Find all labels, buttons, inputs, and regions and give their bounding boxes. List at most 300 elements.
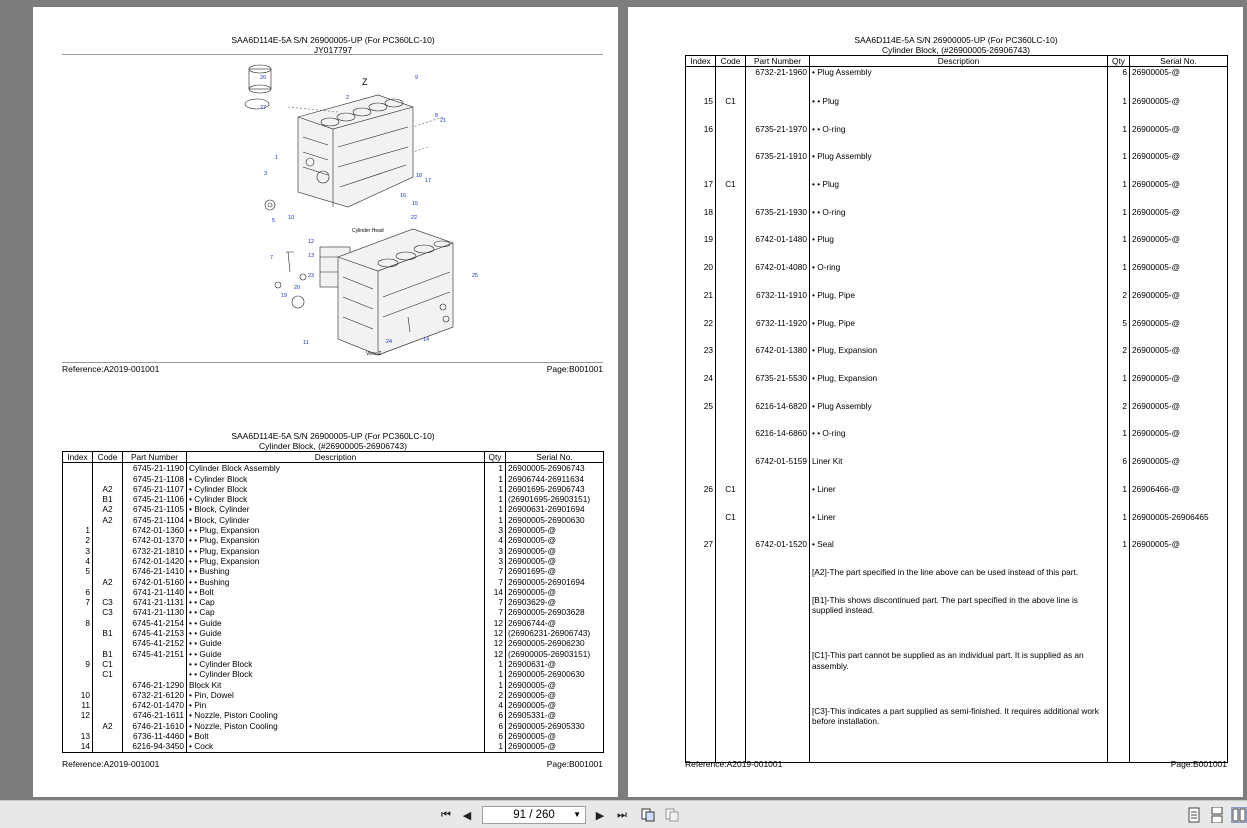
cell-index [63, 494, 93, 504]
cell-qty: 1 [485, 484, 506, 494]
head-label: Cylinder Head [352, 228, 384, 234]
cell-index [63, 721, 93, 731]
cell-serial: 26906744-@ [506, 618, 604, 628]
cell-description: • • Guide [187, 618, 485, 628]
empty-cell [746, 567, 810, 595]
callout-label: 23 [308, 273, 315, 279]
empty-cell [1108, 595, 1130, 650]
diagram-footer-left: Reference:A2019-001001 [62, 364, 160, 374]
cell-part-number [123, 659, 187, 669]
engine-block-diagram [228, 57, 478, 362]
cell-code [716, 373, 746, 401]
cell-qty: 2 [1108, 401, 1130, 429]
note-row [686, 650, 1228, 705]
cell-index: 20 [686, 262, 716, 290]
cell-code: C1 [716, 512, 746, 540]
cell-serial: 26900005-@ [1130, 124, 1228, 152]
cell-qty: 3 [485, 525, 506, 535]
cell-part-number: 6746-21-1610 [123, 721, 187, 731]
cell-qty: 7 [485, 607, 506, 617]
table-row [63, 690, 604, 700]
cell-qty: 7 [485, 566, 506, 576]
table-row [686, 373, 1228, 401]
right-title: SAA6D114E-5A S/N 26900005-UP (For PC360LC-10) [854, 35, 1058, 45]
empty-cell [93, 752, 123, 753]
cell-serial: 26900005-@ [1130, 151, 1228, 179]
cell-serial: 26900005-26900630 [506, 669, 604, 679]
callout-label: 11 [303, 340, 309, 346]
cell-serial: 26900005-@ [1130, 290, 1228, 318]
cell-description: • Plug, Pipe [810, 318, 1108, 346]
cell-part-number: 6735-21-1970 [746, 124, 810, 152]
cell-code [93, 741, 123, 751]
cell-description: • Cylinder Block [187, 484, 485, 494]
cell-index [63, 484, 93, 494]
table-row [686, 290, 1228, 318]
table-row [63, 638, 604, 648]
empty-cell [810, 761, 1108, 762]
cell-part-number: 6745-21-1108 [123, 474, 187, 484]
continuous-view-button[interactable] [1209, 807, 1225, 823]
cell-part-number: 6745-41-2153 [123, 628, 187, 638]
cell-qty: 1 [1108, 124, 1130, 152]
table-row [63, 546, 604, 556]
cell-code [716, 428, 746, 456]
cell-code: B1 [93, 628, 123, 638]
callout-label: 26 [260, 75, 267, 81]
col-qty: Qty [485, 452, 506, 463]
cell-description: • Cylinder Block [187, 474, 485, 484]
empty-cell [716, 706, 746, 761]
cell-index: 13 [63, 731, 93, 741]
empty-cell [1130, 650, 1228, 705]
table-row [63, 721, 604, 731]
cell-qty: 1 [1108, 512, 1130, 540]
cell-description: • Pin, Dowel [187, 690, 485, 700]
cell-part-number: 6745-21-1106 [123, 494, 187, 504]
cell-code [716, 151, 746, 179]
cell-code: C1 [716, 96, 746, 124]
cell-index: 24 [686, 373, 716, 401]
cell-serial: 26903629-@ [506, 597, 604, 607]
cell-index [63, 577, 93, 587]
cell-index [686, 151, 716, 179]
cell-code [93, 710, 123, 720]
cell-serial: 26900005-@ [506, 731, 604, 741]
cell-code: C1 [716, 484, 746, 512]
page-number-select[interactable] [482, 806, 586, 824]
cell-serial: (26901695-26903151) [506, 494, 604, 504]
cell-part-number: 6732-11-1920 [746, 318, 810, 346]
empty-cell [746, 650, 810, 705]
cell-serial: 26900005-@ [1130, 67, 1228, 96]
cell-index: 9 [63, 659, 93, 669]
cell-description: • • Guide [187, 638, 485, 648]
cell-description: • • Plug [810, 96, 1108, 124]
col-description: Description [810, 56, 1108, 67]
compare-view-button[interactable] [664, 807, 680, 823]
cell-description: • Plug, Expansion [810, 345, 1108, 373]
cell-code [93, 556, 123, 566]
cell-qty: 3 [485, 546, 506, 556]
cell-serial: 26900005-@ [1130, 345, 1228, 373]
callout-label: 3 [264, 171, 268, 177]
cell-serial: 26900005-@ [1130, 401, 1228, 429]
cell-qty: 6 [485, 721, 506, 731]
cell-index [686, 512, 716, 540]
cell-serial: 26900005-@ [1130, 428, 1228, 456]
cell-index [63, 628, 93, 638]
callout-label: 13 [308, 253, 315, 259]
cell-part-number: 6746-21-1611 [123, 710, 187, 720]
callout-label: 27 [260, 105, 267, 111]
note-row [686, 595, 1228, 650]
z-mark: Z [362, 77, 368, 87]
table-row [63, 504, 604, 514]
table-row [63, 587, 604, 597]
cell-qty: 3 [485, 556, 506, 566]
cell-code [716, 401, 746, 429]
table-row [63, 680, 604, 690]
cell-code [93, 535, 123, 545]
table-row [63, 463, 604, 474]
cell-index: 10 [63, 690, 93, 700]
cell-index [63, 474, 93, 484]
cell-code [93, 566, 123, 576]
cell-part-number: 6741-21-1130 [123, 607, 187, 617]
table-row [686, 484, 1228, 512]
cell-qty: 12 [485, 618, 506, 628]
cell-qty: 2 [1108, 345, 1130, 373]
empty-cell [1130, 595, 1228, 650]
table-row [63, 659, 604, 669]
callout-label: 17 [425, 178, 432, 184]
next-page-button[interactable] [592, 807, 608, 823]
note-text: [C3]-This indicates a part supplied as semi-finished. It requires additional work before installation. [810, 706, 1108, 761]
left-page [33, 7, 618, 797]
cell-qty: 5 [1108, 318, 1130, 346]
cell-part-number: 6216-94-3450 [123, 741, 187, 751]
empty-cell [63, 752, 93, 753]
col-code: Code [93, 452, 123, 463]
filler-row [63, 752, 604, 753]
cell-description: • Plug [810, 234, 1108, 262]
cell-serial: 26900005-@ [506, 587, 604, 597]
cell-serial: 26900005-@ [506, 690, 604, 700]
cell-serial: 26900005-@ [1130, 539, 1228, 567]
cell-part-number [746, 484, 810, 512]
cell-description: • Nozzle, Piston Cooling [187, 710, 485, 720]
empty-cell [746, 595, 810, 650]
viewer-toolbar [0, 800, 1247, 828]
cell-index [686, 456, 716, 484]
empty-cell [1108, 650, 1130, 705]
cell-description: • • Bolt [187, 587, 485, 597]
cell-serial: 26900005-26906230 [506, 638, 604, 648]
cell-index: 1 [63, 525, 93, 535]
table-row [686, 401, 1228, 429]
cell-serial: 26900005-26906465 [1130, 512, 1228, 540]
table-row [686, 262, 1228, 290]
table-row [63, 535, 604, 545]
cell-index [686, 67, 716, 96]
callout-label: 1 [275, 155, 279, 161]
cell-code [93, 680, 123, 690]
cell-code: C1 [716, 179, 746, 207]
cell-part-number: 6745-21-1105 [123, 504, 187, 514]
cell-part-number: 6741-21-1140 [123, 587, 187, 597]
cell-index: 12 [63, 710, 93, 720]
callout-label: 19 [281, 293, 288, 299]
col-serial: Serial No. [506, 452, 604, 463]
cell-code [93, 618, 123, 628]
cell-part-number: 6742-01-4080 [746, 262, 810, 290]
cell-description: • • Plug, Expansion [187, 525, 485, 535]
cell-part-number: 6742-01-1370 [123, 535, 187, 545]
table-row [686, 207, 1228, 235]
cell-part-number: 6216-14-6820 [746, 401, 810, 429]
diagram-footer-right: Page:B001001 [546, 364, 603, 374]
callout-label: 15 [412, 201, 419, 207]
cell-qty: 7 [485, 597, 506, 607]
callout-label: 14 [423, 337, 430, 343]
cell-code [716, 124, 746, 152]
empty-cell [716, 650, 746, 705]
callout-label: 9 [415, 75, 419, 81]
cell-part-number: 6742-01-1520 [746, 539, 810, 567]
cell-qty: 6 [1108, 67, 1130, 96]
cell-part-number: 6735-21-1930 [746, 207, 810, 235]
cell-serial: 26900005-26905330 [506, 721, 604, 731]
callout-label: 5 [272, 218, 276, 224]
cell-description: • Pin [187, 700, 485, 710]
cell-qty: 1 [485, 474, 506, 484]
cell-index: 27 [686, 539, 716, 567]
view-label: View Z [366, 351, 382, 357]
table-subtitle: Cylinder Block, (#26900005-26906743) [259, 441, 407, 451]
diagram-code: JY017797 [313, 45, 353, 55]
callout-label: 20 [294, 285, 301, 291]
col-qty: Qty [1108, 56, 1130, 67]
cell-qty: 1 [485, 659, 506, 669]
cell-description: • • Plug [810, 179, 1108, 207]
cell-index: 21 [686, 290, 716, 318]
cell-description: • • O-ring [810, 207, 1108, 235]
cell-qty: 12 [485, 638, 506, 648]
cell-qty: 1 [485, 494, 506, 504]
cell-code [716, 262, 746, 290]
cell-code [93, 700, 123, 710]
cell-description: • • Plug, Expansion [187, 535, 485, 545]
cell-part-number: 6732-21-6120 [123, 690, 187, 700]
cell-qty: 1 [1108, 484, 1130, 512]
cell-index [63, 515, 93, 525]
right-header [628, 35, 1247, 55]
cell-part-number: 6742-01-5160 [123, 577, 187, 587]
cell-serial: 26900005-@ [1130, 96, 1228, 124]
cell-serial: 26900005-@ [1130, 262, 1228, 290]
view-icon [664, 807, 680, 823]
cell-qty: 1 [485, 515, 506, 525]
chevron-down-icon: ▼ [573, 810, 581, 819]
table-footer-right: Page:B001001 [546, 759, 603, 769]
cell-serial: 26900005-@ [506, 700, 604, 710]
cell-part-number: 6742-01-1360 [123, 525, 187, 535]
cell-code [93, 690, 123, 700]
table-row [686, 456, 1228, 484]
empty-cell [1108, 567, 1130, 595]
note-text: [A2]-The part specified in the line above can be used instead of this part. [810, 567, 1108, 595]
cell-description: Liner Kit [810, 456, 1108, 484]
cell-description: • Cock [187, 741, 485, 751]
empty-cell [686, 567, 716, 595]
cell-code [716, 345, 746, 373]
empty-cell [1130, 567, 1228, 595]
cell-code [93, 463, 123, 474]
cell-code [93, 474, 123, 484]
cell-serial: 26900005-@ [506, 535, 604, 545]
table-row [63, 577, 604, 587]
table-row [686, 318, 1228, 346]
cell-description: • • Guide [187, 649, 485, 659]
cell-part-number: 6745-41-2154 [123, 618, 187, 628]
cell-description: • • Guide [187, 628, 485, 638]
cell-code [716, 67, 746, 96]
cell-qty: 1 [1108, 373, 1130, 401]
callout-label: 2 [346, 95, 350, 101]
cell-part-number: 6745-41-2151 [123, 649, 187, 659]
cell-serial: 26900631-26901694 [506, 504, 604, 514]
table-row [686, 67, 1228, 96]
cell-index: 5 [63, 566, 93, 576]
cell-part-number [123, 669, 187, 679]
cell-index [63, 607, 93, 617]
table-row [686, 234, 1228, 262]
cell-index: 11 [63, 700, 93, 710]
empty-cell [686, 706, 716, 761]
cell-serial: 26900005-@ [1130, 207, 1228, 235]
callout-label: 18 [416, 173, 423, 179]
cell-index: 14 [63, 741, 93, 751]
cell-part-number: 6746-21-1290 [123, 680, 187, 690]
cell-description: • • Bushing [187, 577, 485, 587]
table-row [686, 96, 1228, 124]
empty-cell [746, 706, 810, 761]
last-page-icon: ⏭ [617, 808, 627, 821]
col-index: Index [686, 56, 716, 67]
cell-description: • Liner [810, 484, 1108, 512]
cell-description: • Bolt [187, 731, 485, 741]
cell-code [93, 638, 123, 648]
table-row [63, 607, 604, 617]
cell-serial: 26900005-@ [506, 525, 604, 535]
cell-description: • Plug, Pipe [810, 290, 1108, 318]
table-row [686, 179, 1228, 207]
two-page-view-button[interactable] [1231, 807, 1247, 823]
empty-cell [716, 567, 746, 595]
cell-serial: 26900005-@ [1130, 373, 1228, 401]
cell-qty: 4 [485, 535, 506, 545]
col-part-number: Part Number [123, 452, 187, 463]
cell-index: 3 [63, 546, 93, 556]
table-title: SAA6D114E-5A S/N 26900005-UP (For PC360LC-10) [231, 431, 435, 441]
header-rule [62, 54, 603, 55]
cell-qty: 1 [1108, 234, 1130, 262]
cell-description: • • O-ring [810, 124, 1108, 152]
cell-index: 6 [63, 587, 93, 597]
cell-description: • • Cap [187, 597, 485, 607]
cell-index: 16 [686, 124, 716, 152]
note-text: [C1]-This part cannot be supplied as an individual part. It is supplied as an assembly. [810, 650, 1108, 705]
cell-description: • Liner [810, 512, 1108, 540]
table-footer-left: Reference:A2019-001001 [62, 759, 160, 769]
col-code: Code [716, 56, 746, 67]
cell-qty: 6 [1108, 456, 1130, 484]
cell-code: C3 [93, 597, 123, 607]
cell-part-number: 6746-21-1410 [123, 566, 187, 576]
cell-description: • Nozzle, Piston Cooling [187, 721, 485, 731]
callout-label: 10 [288, 215, 295, 221]
cell-part-number: 6742-01-5159 [746, 456, 810, 484]
cell-index: 15 [686, 96, 716, 124]
prev-page-button[interactable] [459, 807, 475, 823]
right-footer-right: Page:B001001 [1170, 759, 1227, 769]
col-index: Index [63, 452, 93, 463]
cell-qty: 4 [485, 700, 506, 710]
rotate-view-button[interactable] [640, 807, 656, 823]
table-row [63, 597, 604, 607]
cell-qty: 1 [1108, 151, 1130, 179]
cell-code [93, 525, 123, 535]
cell-code: C1 [93, 669, 123, 679]
diagram-rule [62, 362, 603, 363]
table-row [63, 731, 604, 741]
table-row [63, 515, 604, 525]
cell-qty: 14 [485, 587, 506, 597]
empty-cell [716, 595, 746, 650]
col-serial: Serial No. [1130, 56, 1228, 67]
first-page-icon: ⏮ [441, 808, 451, 821]
cell-index [686, 428, 716, 456]
right-footer-left: Reference:A2019-001001 [685, 759, 783, 769]
cell-code [716, 539, 746, 567]
cell-serial: 26900005-@ [506, 680, 604, 690]
cell-qty: 1 [1108, 96, 1130, 124]
first-page-button[interactable] [438, 807, 454, 823]
last-page-button[interactable] [614, 807, 630, 823]
single-page-view-button[interactable] [1186, 807, 1202, 823]
continuous-page-icon [1210, 807, 1224, 823]
cell-part-number: 6745-21-1104 [123, 515, 187, 525]
view-icon [640, 807, 656, 823]
cell-index [63, 463, 93, 474]
right-page [628, 7, 1243, 797]
cell-code: B1 [93, 649, 123, 659]
cell-description: • Seal [810, 539, 1108, 567]
empty-cell [506, 752, 604, 753]
cell-description: Block Kit [187, 680, 485, 690]
cell-code: A2 [93, 577, 123, 587]
cell-qty: 1 [1108, 428, 1130, 456]
cell-description: • • Cylinder Block [187, 659, 485, 669]
cell-qty: 2 [485, 690, 506, 700]
right-subtitle: Cylinder Block, (#26900005-26906743) [882, 45, 1030, 55]
diagram-header [33, 35, 633, 55]
cell-qty: 7 [485, 577, 506, 587]
cell-qty: 6 [485, 710, 506, 720]
cell-part-number: 6742-01-1480 [746, 234, 810, 262]
parts-rows [63, 463, 604, 752]
